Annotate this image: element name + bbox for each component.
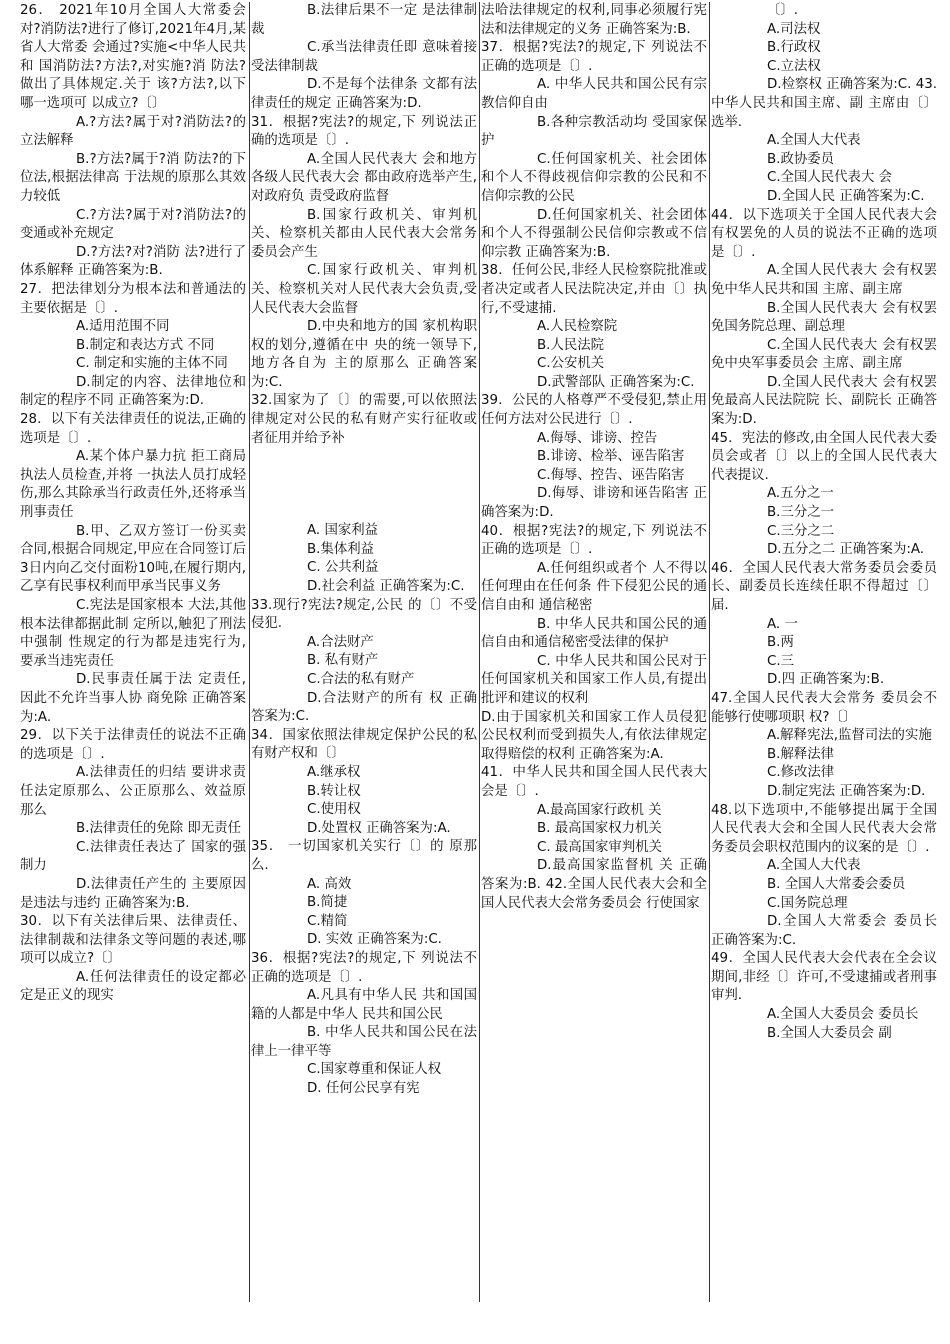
answer-option: D.合法财产的所有 权 正确答案为:C.: [251, 690, 477, 725]
question-text: 27．把法律划分为根本法和普通法的主要依据是〔〕.: [20, 281, 246, 316]
answer-option: C.修改法律: [767, 765, 835, 781]
question-text: D.由于国家机关和国家工作人员侵犯公民权利而受到损失人,有依法律规定取得赔偿的权利 正确答案为:A.: [481, 709, 707, 762]
answer-option: C. 中华人民共和国公民对于任何国家机关和国家工作人员,有提出批评和建议的权利: [481, 653, 707, 706]
answer-option: A.任何组织或者个 人不得以任何理由在任何条 件下侵犯公民的通信自由和 通信秘密: [481, 560, 707, 613]
answer-option: D.侮辱、诽谤和诬告陷害 正确答案为:D.: [481, 486, 707, 521]
answer-option: B. 全国人大常委会委员: [767, 876, 906, 892]
answer-option: B.两: [767, 635, 794, 651]
answer-option: C.合法的私有财产: [307, 672, 415, 687]
answer-option: A. 国家利益: [307, 523, 378, 539]
question-text: 35． 一切国家机关实行〔〕的 原那么.: [251, 839, 477, 873]
answer-option: D.全国人民代表大 会有权罢免最高人民法院院 长、副院长 正确答案为:D.: [711, 374, 937, 428]
answer-option: B.政协委员: [767, 151, 835, 167]
question-text: 49．全国人民代表大会代表在全会议期间,非经〔〕许可,不受逮捕或者刑事审判.: [711, 951, 937, 1004]
answer-option: B.各种宗教活动均 受国家保护: [481, 114, 707, 149]
question-text: 47.全国人民代表大会常务 委员会不能够行使哪项职 权?〔〕: [711, 690, 937, 725]
answer-option: C.全国人民代表大 会有权罢免中央军事委员会 主席、副主席: [711, 337, 937, 372]
answer-option: B. 中华人民共和国公民在法律上一律平等: [251, 1025, 477, 1059]
question-text: 31．根据?宪法?的规定,下 列说法正确的选项是〔〕.: [251, 114, 477, 149]
answer-option: A.五分之一: [767, 486, 834, 502]
column-divider: [249, 2, 250, 1302]
answer-option: D.处置权 正确答案为:A.: [307, 820, 451, 836]
answer-option: D.不是每个法律条 文都有法律责任的规定 正确答案为:D.: [251, 77, 477, 111]
question-text: 48.以下选项中,不能够提出属于全国人民代表大会和全国人民代表大会常务委员会职权范围内的议案的是〔〕.: [711, 802, 937, 855]
answer-option: C.侮辱、控告、诬告陷害: [537, 467, 685, 483]
question-text: 38．任何公民,非经人民检察院批准或者决定或者人民法院决定,并由〔〕执行,不受逮捕.: [481, 263, 707, 316]
answer-option: A.最高国家行政机 关: [537, 802, 662, 818]
answer-option: A.全国人大代表: [767, 133, 861, 149]
question-text: 39．公民的人格尊严不受侵犯,禁止用任何方法对公民进行〔〕.: [481, 393, 707, 428]
answer-option: A.凡具有中华人民 共和国国籍的人都是中华人 民共和国公民: [251, 988, 477, 1022]
question-text: 44．以下选项关于全国人民代表大会有权罢免的人员的说法不正确的选项是〔〕.: [711, 207, 937, 260]
text-column-1: [20, 2, 246, 1006]
answer-option: A.司法权: [767, 21, 821, 37]
answer-option: A.继承权: [307, 764, 361, 780]
question-text: 34．国家依照法律规定保护公民的私有财产权和〔〕: [251, 727, 477, 762]
answer-option: A.全国人民代表大 会和地方各级人民代表大会 都由政府选举产生,对政府负 责受政府监督: [251, 151, 477, 204]
answer-option: D. 任何公民享有宪: [307, 1081, 420, 1097]
answer-option: C.宪法是国家根本 大法,其他根本法律都据此制 定所以,触犯了刑法中强制 性规定的行为都是违宪行为, 要承当违宪责任: [20, 598, 246, 669]
answer-option: B. 最高国家权力机关: [537, 821, 662, 837]
answer-option: A.适用范围不同: [76, 319, 170, 335]
answer-option: D.民事责任属于法 定责任,因此不允许当事人协 商免除 正确答案为:A.: [20, 672, 246, 725]
question-text: 29．以下关于法律责任的说法不正确的选项是〔〕.: [20, 728, 246, 762]
answer-option: B. 中华人民共和国公民的通信自由和通信秘密受法律的保护: [481, 616, 707, 651]
answer-option: B.制定和表达方式 不同: [76, 337, 215, 353]
answer-option: A.某个体户暴力抗 拒工商局执法人员检查,并将 一执法人员打成轻伤,那么其除承当行政责任外,还将承当刑事责任: [20, 449, 246, 521]
question-text: 40．根据?宪法?的规定,下 列说法不正确的选项是〔〕.: [481, 523, 707, 558]
answer-option: D.五分之二 正确答案为:A.: [767, 542, 925, 558]
answer-option: B.转让权: [307, 783, 361, 799]
answer-option: D.?方法?对?消防 法?进行了体系解释 正确答案为:B.: [20, 244, 246, 279]
text-column-3: [481, 2, 707, 913]
question-text: 45．宪法的修改,由全国人民代表大委员会或者〔〕以上的全国人民代表大代表提议.: [711, 430, 937, 483]
answer-option: C.任何国家机关、社会团体和个人不得歧视信仰宗教的公民和不信仰宗教的公民: [481, 151, 707, 204]
answer-option: A.侮辱、诽谤、控告: [537, 430, 658, 446]
column-divider: [479, 2, 480, 1302]
answer-option: B.人民法院: [537, 337, 605, 353]
answer-option: C.国家尊重和保证人权: [307, 1062, 442, 1078]
answer-option: B.国家行政机关、审判机关、检察机关都由人民代表大会常务委员会产生: [251, 207, 477, 260]
answer-option: B.甲、乙双方签订一份买卖合同,根据合同规定,甲应在合同签订后3日内向乙交付面粉10吨,在履行期内,乙享有民事权利而甲承当民事义务: [20, 523, 246, 595]
answer-option: A.解释宪法,监督司法的实施: [767, 728, 932, 744]
question-text: 32.国家为了〔〕的需要,可以依照法律规定对公民的私有财产实行征收或者征用并给予补: [251, 393, 477, 446]
answer-option: A. 中华人民共和国公民有宗教信仰自由: [481, 77, 707, 111]
text-column-4: [711, 2, 937, 1043]
answer-option: B.诽谤、检举、诬告陷害: [537, 449, 685, 465]
answer-option: D.最高国家监督机 关 正确答案为:B. 42.全国人民代表大会和全 国人民代表大会常务委员会 行使国家: [481, 858, 707, 911]
question-text: 28．以下有关法律责任的说法,正确的选项是〔〕.: [20, 412, 246, 446]
answer-option: 〔〕.: [767, 3, 799, 18]
answer-option: C.?方法?属于对?消防法?的变通或补充规定: [20, 207, 246, 242]
answer-option: C. 制定和实施的主体不同: [76, 356, 228, 372]
answer-option: C.国家行政机关、审判机关、检察机关对人民代表大会负责,受人民代表大会监督: [251, 263, 477, 316]
answer-option: A.合法财产: [307, 634, 374, 650]
answer-option: C.法律责任表达了 国家的强制力: [20, 839, 246, 874]
question-text: 33.现行?宪法?规定,公民 的〔〕不受侵犯.: [251, 597, 477, 632]
answer-option: C.三分之二: [767, 523, 835, 539]
answer-option: D.任何国家机关、社会团体和个人不得强制公民信仰宗教或不信仰宗教 正确答案为:B.: [481, 207, 707, 260]
answer-option: D.社会利益 正确答案为:C.: [307, 579, 465, 595]
answer-option: A.任何法律责任的设定都必定是正义的现实: [20, 969, 246, 1004]
answer-option: A. 一: [767, 616, 798, 632]
answer-option: C. 最高国家审判机关: [537, 839, 662, 855]
answer-option: A.人民检察院: [537, 319, 618, 335]
answer-option: C.全国人民代表大 会: [767, 170, 892, 186]
answer-option: C.三: [767, 653, 794, 669]
column-divider: [709, 2, 710, 1302]
answer-option: D.全国人民 正确答案为:C.: [767, 188, 925, 204]
answer-option: D.法律责任产生的 主要原因是违法与违约 正确答案为:B.: [20, 876, 246, 911]
answer-option: D.制定宪法 正确答案为:D.: [767, 783, 926, 799]
answer-option: C.精简: [307, 913, 348, 929]
answer-option: B.全国人大委员会 副: [767, 1025, 892, 1041]
question-text: 26． 2021年10月全国人大常委会对?消防法?进行了修订,2021年4月,某省人大常委 会通过?实施<中华人民共和 国消防法?方法?,对实施?消 防法?做出了具体规定.关于 该?方法?,以下哪一选项可 以成立?〔〕: [20, 3, 247, 111]
answer-option: B.行政权: [767, 40, 821, 56]
question-text: 30．以下有关法律后果、法律责任、法律制裁和法律条文等问题的表述,哪项可以成立?〔〕: [20, 914, 246, 967]
answer-option: A.全国人大代表: [767, 858, 861, 874]
answer-option: B. 私有财产: [307, 653, 379, 669]
question-text: 法哈法律规定的权利,同事必须履行宪法和法律规定的义务 正确答案为:B.: [481, 3, 707, 37]
answer-option: D.制定的内容、法律地位和制定的程序不同 正确答案为:D.: [20, 374, 246, 409]
answer-option: C.立法权: [767, 58, 821, 74]
answer-option: D.全国人大常委会 委员长 正确答案为:C.: [711, 914, 937, 948]
answer-option: B.?方法?属于?消 防法?的下位法,根据法律高 于法规的原那么其效力较低: [20, 151, 246, 204]
answer-option: D.检察权 正确答案为:C. 43.中华人民共和国主席、副 主席由〔〕选举.: [711, 77, 937, 130]
answer-option: B.集体利益: [307, 541, 375, 557]
answer-option: D.中央和地方的国 家机构职权的划分,遵循在中 央的统一领导下,地方各自为 主的原那么 正确答案为:C.: [251, 319, 477, 390]
answer-option: A. 高效: [307, 876, 352, 892]
answer-option: C. 公共利益: [307, 560, 379, 576]
answer-option: B.全国人民代表大 会有权罢免国务院总理、副总理: [711, 300, 937, 335]
question-text: 41．中华人民共和国全国人民代表大会是〔〕.: [481, 765, 707, 799]
answer-option: B.解释法律: [767, 746, 835, 762]
answer-option: C.公安机关: [537, 356, 605, 372]
answer-option: B.法律后果不一定 是法律制裁: [251, 3, 477, 37]
answer-option: C.使用权: [307, 802, 361, 818]
question-text: 36．根据?宪法?的规定,下 列说法不正确的选项是〔〕.: [251, 950, 477, 985]
answer-option: A.?方法?属于对?消防法?的立法解释: [20, 114, 246, 149]
answer-option: C.国务院总理: [767, 895, 848, 911]
question-text: [251, 448, 477, 522]
answer-option: D.武警部队 正确答案为:C.: [537, 374, 695, 390]
answer-option: C.承当法律责任即 意味着接受法律制裁: [251, 40, 477, 74]
answer-option: D. 实效 正确答案为:C.: [307, 932, 442, 948]
question-text: 46．全国人民代表大常务委员会委员长、副委员长连续任职不得超过〔〕届.: [711, 560, 937, 613]
text-column-2: [251, 2, 477, 1099]
answer-option: B.三分之一: [767, 505, 835, 521]
answer-option: B.简捷: [307, 895, 348, 911]
answer-option: A.全国人民代表大 会有权罢免中华人民共和国 主席、副主席: [711, 263, 937, 297]
question-text: 37．根据?宪法?的规定,下 列说法不正确的选项是〔〕.: [481, 40, 707, 74]
answer-option: A.法律责任的归结 要讲求责任法定原那么、公正原那么、效益原那么: [20, 765, 246, 818]
answer-option: B.法律责任的免除 即无责任: [76, 821, 241, 837]
answer-option: D.四 正确答案为:B.: [767, 672, 885, 688]
answer-option: A.全国人大委员会 委员长: [767, 1007, 919, 1023]
